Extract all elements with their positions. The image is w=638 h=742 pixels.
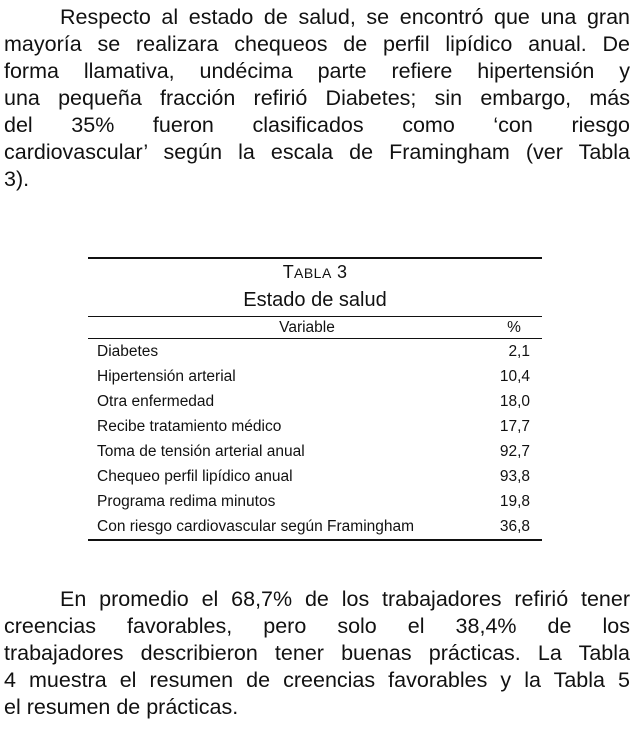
paragraph-line: forma llamativa, undécima parte refiere hipertensión y <box>4 59 630 83</box>
table-3 <box>88 257 542 541</box>
paragraph-line: una pequeña fracción refirió Diabetes; sin embargo, más <box>4 86 630 110</box>
paragraph-line: 3). <box>4 167 30 191</box>
table-row <box>88 464 542 489</box>
paragraph-line: del 35% fueron clasificados como ‘con riesgo <box>4 113 630 137</box>
paragraph-line: En promedio el 68,7% de los trabajadores refirió tener <box>60 587 630 611</box>
table-caption-initial: T <box>282 262 294 282</box>
cell-variable: Con riesgo cardiovascular según Framingham <box>88 514 486 540</box>
cell-percent: 18,0 <box>499 393 530 410</box>
table-row <box>88 364 542 389</box>
paragraph-line: trabajadores describieron tener buenas prácticas. La Tabla <box>4 641 630 665</box>
table-row <box>88 414 542 439</box>
cell-variable: Recibe tratamiento médico <box>97 418 282 435</box>
paragraph-line: 4 muestra el resumen de creencias favorables y la Tabla 5 <box>4 668 630 692</box>
cell-variable: Toma de tensión arterial anual <box>97 443 305 460</box>
table-row <box>88 389 542 414</box>
table-top-rule <box>88 257 542 259</box>
table-header-row <box>88 317 542 339</box>
paragraph-line: el resumen de prácticas. <box>4 695 239 719</box>
paragraph-line: cardiovascular’ según la escala de Framingham (ver Tabla <box>4 140 630 164</box>
cell-variable: Programa redima minutos <box>97 493 276 510</box>
health-status-table <box>88 317 542 541</box>
cell-variable: Diabetes <box>97 343 159 360</box>
table-caption-smallcaps: ABLA <box>293 265 332 281</box>
cell-percent: 19,8 <box>499 493 530 510</box>
cell-percent: 2,1 <box>508 343 530 360</box>
table-caption-number: 3 <box>337 262 348 282</box>
cell-variable: Chequeo perfil lipídico anual <box>97 468 293 485</box>
cell-percent: 10,4 <box>499 368 530 385</box>
cell-percent: 92,7 <box>499 443 530 460</box>
table-row <box>88 514 542 540</box>
paragraph-health-status <box>4 4 630 193</box>
paragraph-line: mayoría se realizara chequeos de perfil lipídico anual. De <box>4 32 630 56</box>
cell-variable: Hipertensión arterial <box>97 368 236 385</box>
table-title: Estado de salud <box>243 289 387 311</box>
table-row <box>88 339 542 365</box>
table-row <box>88 489 542 514</box>
table-row <box>88 439 542 464</box>
column-header-percent: % <box>486 317 542 339</box>
column-header-variable: Variable <box>88 317 486 339</box>
paragraph-line: creencias favorables, pero solo el 38,4% de los <box>4 614 630 638</box>
paragraph-beliefs-practices <box>4 586 630 721</box>
cell-variable: Otra enfermedad <box>97 393 215 410</box>
table-caption <box>88 261 542 285</box>
paragraph-line: Respecto al estado de salud, se encontró que una gran <box>60 5 630 29</box>
cell-percent: 17,7 <box>499 418 530 435</box>
cell-percent: 93,8 <box>499 468 530 485</box>
cell-percent: 36,8 <box>486 514 542 540</box>
